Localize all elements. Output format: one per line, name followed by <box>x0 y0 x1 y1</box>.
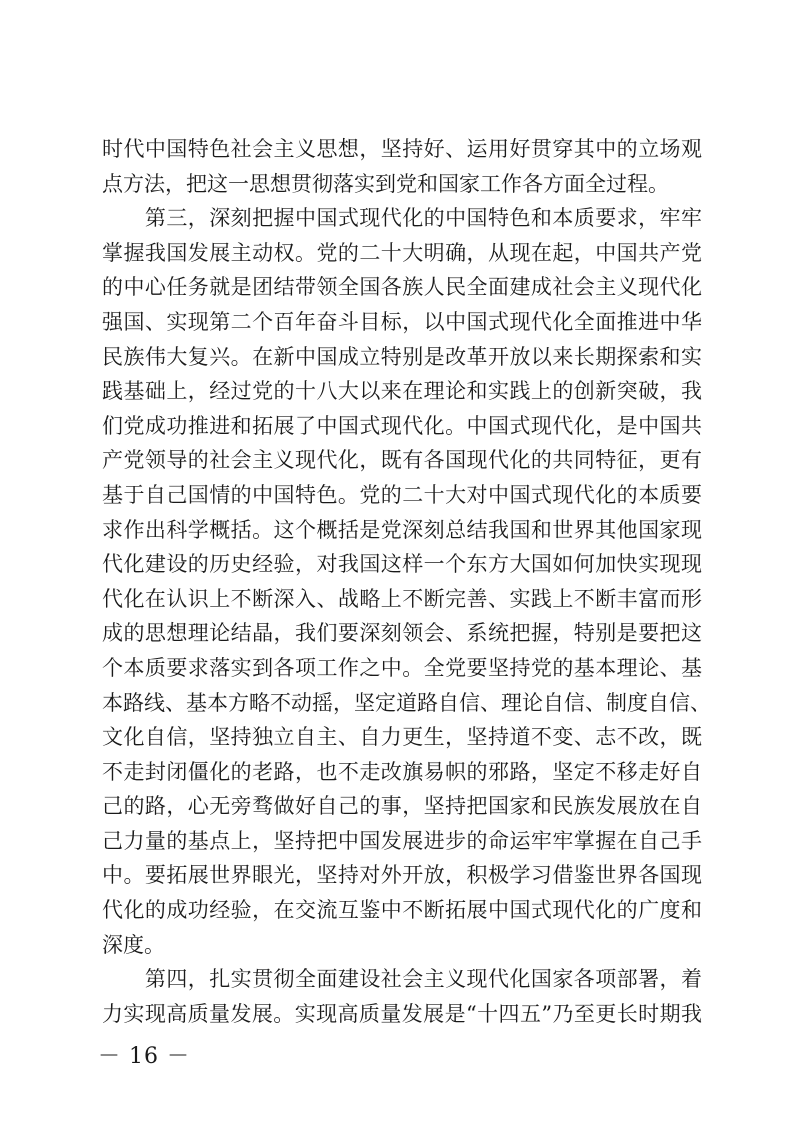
text-line: 强国、实现第二个百年奋斗目标，以中国式现代化全面推进中华 <box>102 309 702 334</box>
text-line: 第三，深刻把握中国式现代化的中国特色和本质要求，牢牢 <box>102 206 702 231</box>
text-line: 深度。 <box>102 932 165 957</box>
text-line: 掌握我国发展主动权。党的二十大明确，从现在起，中国共产党 <box>102 240 702 265</box>
text-line: 文化自信，坚持独立自主、自力更生，坚持道不变、志不改，既 <box>102 725 702 750</box>
text-line: 求作出科学概括。这个概括是党深刻总结我国和世界其他国家现 <box>102 517 702 542</box>
text-line: 力实现高质量发展。实现高质量发展是“十四五”乃至更长时期我 <box>102 1001 702 1026</box>
text-line: 本路线、基本方略不动摇，坚定道路自信、理论自信、制度自信、 <box>102 690 711 715</box>
text-line: 践基础上，经过党的十八大以来在理论和实践上的创新突破，我 <box>102 379 702 404</box>
text-line: 基于自己国情的中国特色。党的二十大对中国式现代化的本质要 <box>102 482 702 507</box>
text-line: 个本质要求落实到各项工作之中。全党要坚持党的基本理论、基 <box>102 655 702 680</box>
text-line: 代化的成功经验，在交流互鉴中不断拓展中国式现代化的广度和 <box>102 898 702 923</box>
text-line: 的中心任务就是团结带领全国各族人民全面建成社会主义现代化 <box>102 275 702 300</box>
body-text <box>102 132 711 1031</box>
page-number: － 16 － <box>98 1044 190 1069</box>
text-line: 中。要拓展世界眼光，坚持对外开放，积极学习借鉴世界各国现 <box>102 863 702 888</box>
text-line: 己力量的基点上，坚持把中国发展进步的命运牢牢掌握在自己手 <box>102 828 702 853</box>
text-line: 时代中国特色社会主义思想，坚持好、运用好贯穿其中的立场观 <box>102 137 702 161</box>
text-line: 己的路，心无旁骛做好自己的事，坚持把国家和民族发展放在自 <box>102 794 702 819</box>
text-line: 成的思想理论结晶，我们要深刻领会、系统把握，特别是要把这 <box>102 621 702 646</box>
text-line: 不走封闭僵化的老路，也不走改旗易帜的邪路，坚定不移走好自 <box>102 759 702 784</box>
text-line: 们党成功推进和拓展了中国式现代化。中国式现代化，是中国共 <box>102 413 702 438</box>
text-line: 民族伟大复兴。在新中国成立特别是改革开放以来长期探索和实 <box>102 344 702 369</box>
text-line: 点方法，把这一思想贯彻落实到党和国家工作各方面全过程。 <box>102 171 669 196</box>
text-line: 代化在认识上不断深入、战略上不断完善、实践上不断丰富而形 <box>102 586 702 611</box>
text-line: 第四，扎实贯彻全面建设社会主义现代化国家各项部署，着 <box>102 967 702 992</box>
text-line: 产党领导的社会主义现代化，既有各国现代化的共同特征，更有 <box>102 448 702 473</box>
text-line: 代化建设的历史经验，对我国这样一个东方大国如何加快实现现 <box>102 552 702 577</box>
